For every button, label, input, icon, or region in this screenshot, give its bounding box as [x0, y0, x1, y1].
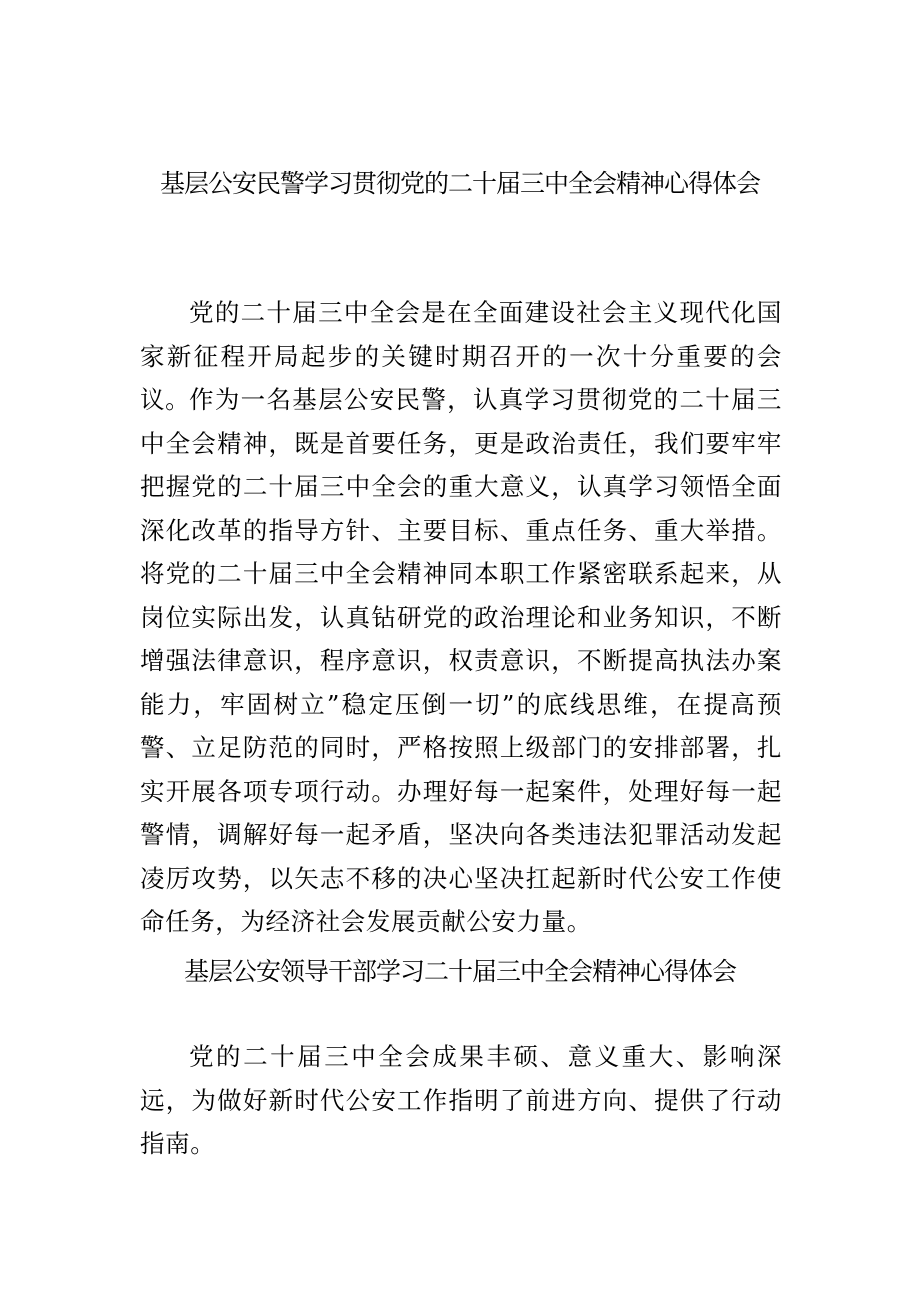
article-title-2: 基层公安领导干部学习二十届三中全会精神心得体会 — [183, 957, 736, 986]
paragraph-1: 党的二十届三中全会是在全面建设社会主义现代化国家新征程开局起步的关键时期召开的一次十分重要的会议。 — [140, 298, 782, 414]
paragraph-3: 党的二十届三中全会成果丰硕、意义重大、影响深远，为做好新时代公安工作指明了前进方向、提供了行动指南。 — [140, 1042, 782, 1158]
paragraph-2: 作为一名基层公安民警，认真学习贯彻党的二十届三中全会精神，既是首要任务，更是政治责任，我们要牢牢把握党的二十届三中全会的重大意义，认真学习领悟全面深化改革的指导方针、主要目标、重点任务、重大举措。将党的二十届三中全会精神同本职工作紧密联系起来，从岗位实际出发，认真钻研党的政治理论和业务知识，不断增强法律意识，程序意识，权责意识，不断提高执法办案能力，牢固树立”稳定压倒一切”的底线思维，在提高预警、立足防范的同时，严格按照上级部门的安排部署，扎实开展各项专项行动。办理好每一起案件，处理好每一起警情，调解好每一起矛盾，坚决向各类违法犯罪活动发起凌厉攻势，以矢志不移的决心坚决扛起新时代公安工作使命任务，为经济社会发展贡献公安力量。 — [140, 385, 782, 936]
article-title-1: 基层公安民警学习贯彻党的二十届三中全会精神心得体会 — [159, 169, 760, 198]
